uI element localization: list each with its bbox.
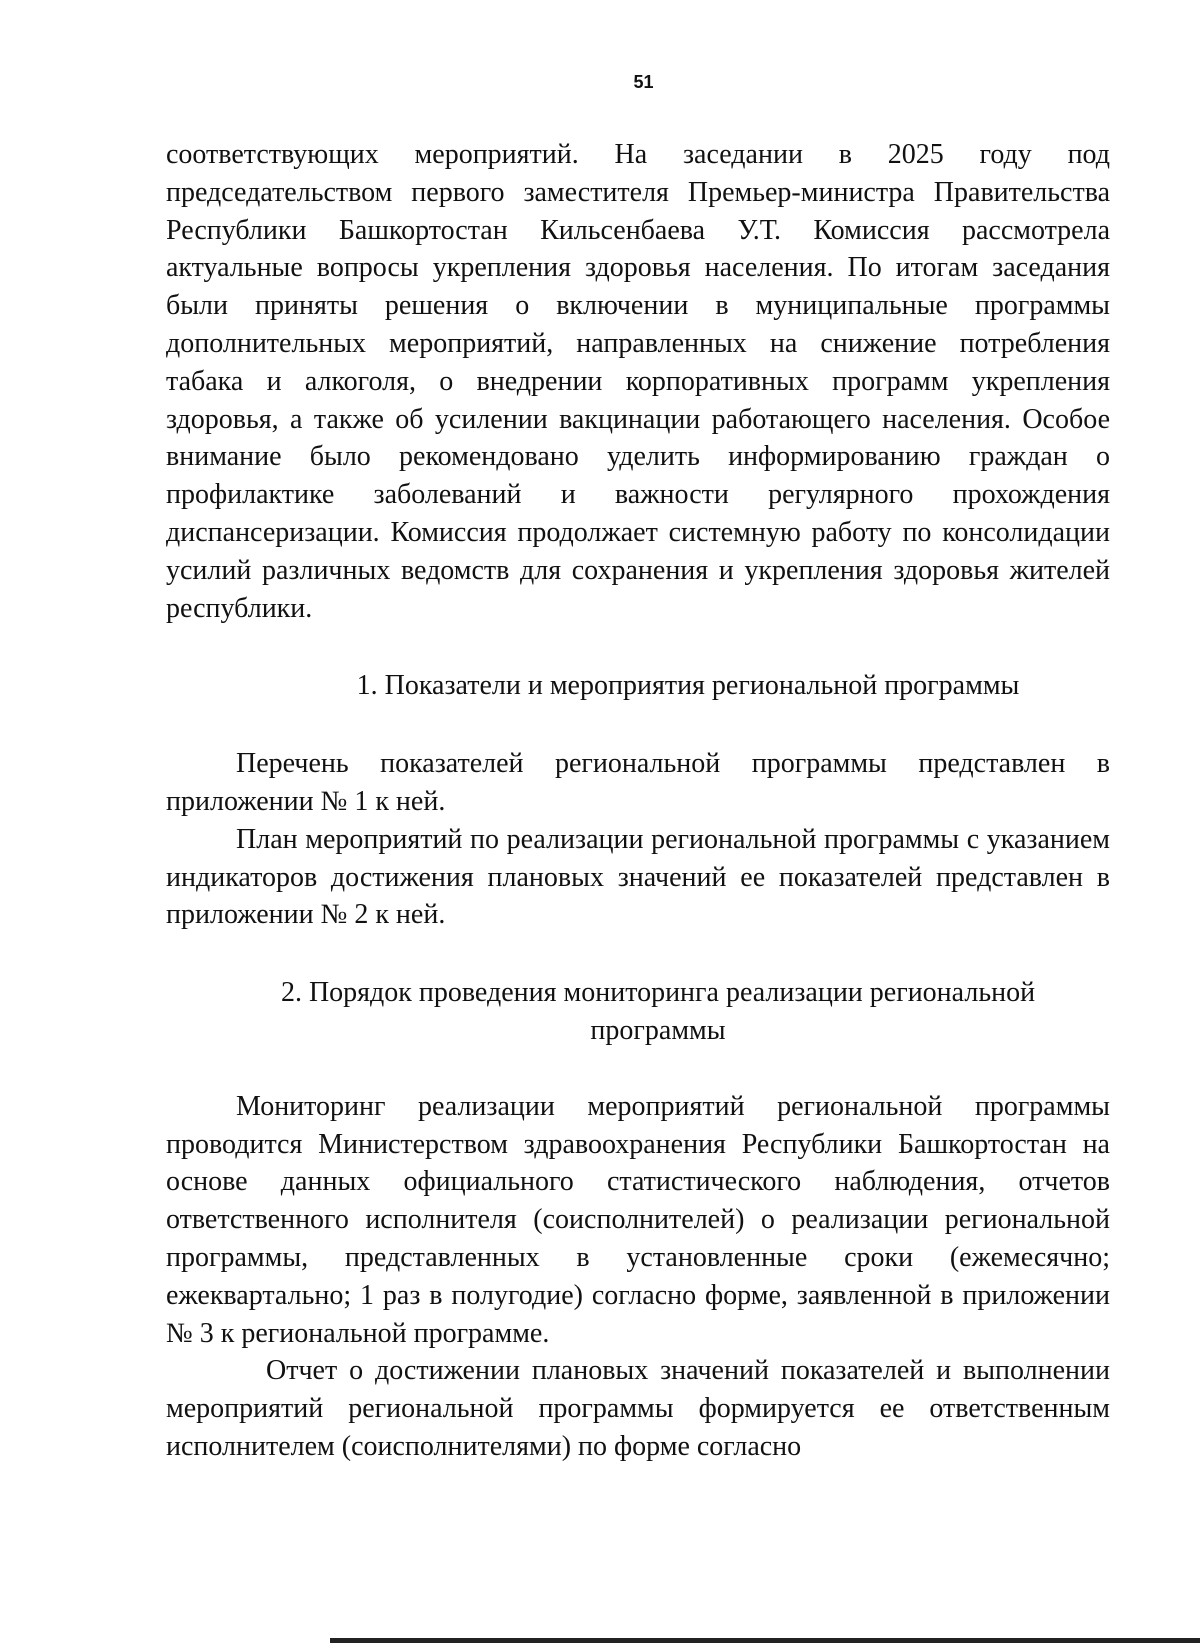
- document-body: [166, 136, 1110, 1466]
- section-1-heading: 1. Показатели и мероприятия региональной программы: [356, 670, 1020, 702]
- section-2-heading-line-1: 2. Порядок проведения мониторинга реализации региональной: [280, 977, 1036, 1009]
- section-2-heading: [166, 974, 1110, 1050]
- section-2-paragraph-2: Отчет о достижении плановых значений показателей и выполнении мероприятий региональной программы формируется ее ответственным исполнителем (соисполнителями) по форме согласно: [166, 1355, 1110, 1462]
- section-2-heading-line-2: программы: [590, 1014, 726, 1046]
- page-number: 51: [633, 72, 654, 92]
- scan-bottom-edge: [330, 1638, 1200, 1643]
- section-1-paragraph-1: Перечень показателей региональной программы представлен в приложении № 1 к ней.: [166, 748, 1110, 817]
- section-2-paragraph-1: Мониторинг реализации мероприятий региональной программы проводится Министерством здравоохранения Республики Башкортостан на основе данных официального статистического наблюдения, отчетов ответственного исполнителя (соисполнителей) о реализации региональной программы, представленных в установленные сроки (ежемесячно; ежеквартально; 1 раз в полугодие) согласно форме, заявленной в приложении № 3 к региональной программе.: [166, 1090, 1110, 1349]
- intro-paragraph: соответствующих мероприятий. На заседании в 2025 году под председательством первого заместителя Премьер-министра Правительства Республики Башкортостан Кильсенбаева У.Т. Комиссия рассмотрела актуальные вопросы укрепления здоровья населения. По итогам заседания были приняты решения о включении в муниципальные программы дополнительных мероприятий, направленных на снижение потребления табака и алкоголя, о внедрении корпоративных программ укрепления здоровья, а также об усилении вакцинации работающего населения. Особое внимание было рекомендовано уделить информированию граждан о профилактике заболеваний и важности регулярного прохождения диспансеризации. Комиссия продолжает системную работу по консолидации усилий различных ведомств для сохранения и укрепления здоровья жителей республики.: [166, 139, 1110, 624]
- section-1-paragraph-2: План мероприятий по реализации региональной программы с указанием индикаторов достижения плановых значений ее показателей представлен в приложении № 2 к ней.: [166, 823, 1110, 931]
